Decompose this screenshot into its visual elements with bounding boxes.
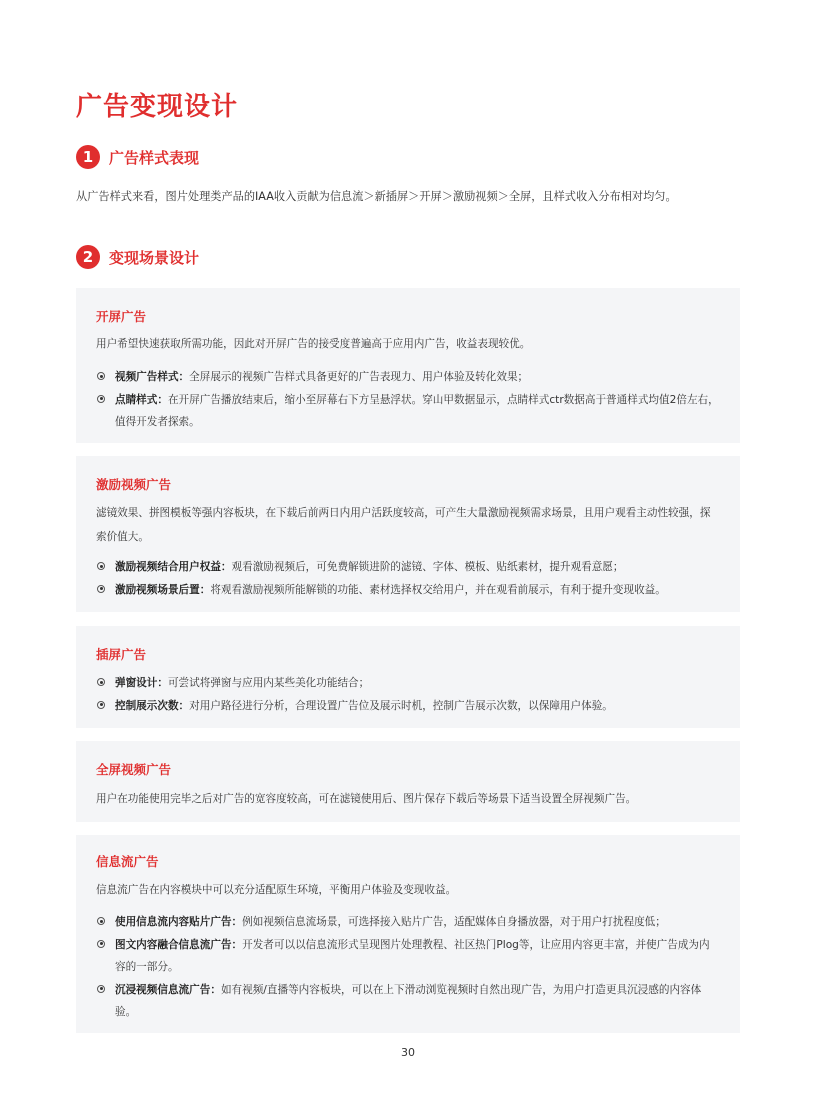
bullet-text: 可尝试将弹窗与应用内某些美化功能结合； xyxy=(167,677,370,689)
bullet-label: 点睛样式： xyxy=(115,393,168,406)
list-item xyxy=(96,979,720,1024)
bullet-text: 在开屏广告播放结束后，缩小至屏幕右下方呈悬浮状。穿山甲数据显示，点睛样式ctr数据高于普通样式均值2倍左右，值得开发者探索。 xyxy=(115,393,719,428)
page-title: 广告变现设计 xyxy=(76,92,239,122)
section-heading-style xyxy=(76,145,199,169)
list-item xyxy=(96,366,720,389)
bullet-text: 对用户路径进行分析，合理设置广告位及展示时机，控制广告展示次数，以保障用户体验。 xyxy=(189,699,613,712)
card-title: 全屏视频广告 xyxy=(96,762,172,777)
bullet-dot-icon xyxy=(97,940,105,948)
bullet-list xyxy=(96,556,720,601)
list-item xyxy=(96,579,720,602)
card-splash-ad xyxy=(76,288,740,443)
card-rewarded-video-ad xyxy=(76,456,740,612)
bullet-text: 如有视频/直播等内容板块，可以在上下滑动浏览视频时自然出现广告，为用户打造更具沉浸感的内容体验。 xyxy=(115,983,702,1018)
bullet-label: 激励视频场景后置： xyxy=(115,583,211,596)
bullet-dot-icon xyxy=(97,985,105,993)
section-title: 广告样式表现 xyxy=(109,148,200,167)
section-number-badge: 2 xyxy=(76,245,100,269)
bullet-dot-icon xyxy=(97,678,105,686)
section-title: 变现场景设计 xyxy=(109,248,200,267)
bullet-label: 图文内容融合信息流广告： xyxy=(115,938,243,951)
bullet-label: 沉浸视频信息流广告： xyxy=(115,983,221,996)
card-title: 激励视频广告 xyxy=(96,477,172,492)
bullet-dot-icon xyxy=(97,917,105,925)
list-item xyxy=(96,934,720,979)
card-interstitial-ad xyxy=(76,626,740,728)
bullet-label: 弹窗设计： xyxy=(115,677,168,689)
card-feed-ad xyxy=(76,835,740,1033)
bullet-dot-icon xyxy=(97,395,105,403)
page-number: 30 xyxy=(401,1046,415,1059)
list-item xyxy=(96,389,720,434)
bullet-list xyxy=(96,366,720,434)
bullet-text: 观看激励视频后，可免费解锁进阶的滤镜、字体、模板、贴纸素材，提升观看意愿； xyxy=(231,561,624,573)
card-description: 用户在功能使用完毕之后对广告的宽容度较高，可在滤镜使用后、图片保存下载后等场景下适当设置全屏视频广告。 xyxy=(96,793,637,805)
bullet-dot-icon xyxy=(97,562,105,570)
bullet-dot-icon xyxy=(97,372,105,380)
bullet-label: 控制展示次数： xyxy=(115,699,190,712)
bullet-list xyxy=(96,672,720,717)
list-item xyxy=(96,672,720,695)
bullet-label: 使用信息流内容贴片广告： xyxy=(115,916,243,928)
section-number-badge: 1 xyxy=(76,145,100,169)
section-heading-scene xyxy=(76,245,199,269)
bullet-dot-icon xyxy=(97,585,105,593)
bullet-label: 激励视频结合用户权益： xyxy=(115,561,232,573)
bullet-label: 视频广告样式： xyxy=(115,371,190,383)
bullet-list xyxy=(96,911,720,1024)
card-fullscreen-video-ad xyxy=(76,741,740,822)
list-item xyxy=(96,695,720,718)
list-item xyxy=(96,911,720,934)
bullet-text: 将观看激励视频所能解锁的功能、素材选择权交给用户，并在观看前展示，有利于提升变现收益。 xyxy=(210,583,666,596)
bullet-dot-icon xyxy=(97,701,105,709)
card-title: 开屏广告 xyxy=(96,309,147,324)
intro-paragraph: 从广告样式来看，图片处理类产品的IAA收入贡献为信息流＞新插屏＞开屏＞激励视频＞全屏，且样式收入分布相对均匀。 xyxy=(76,190,677,203)
bullet-text: 全屏展示的视频广告样式具备更好的广告表现力、用户体验及转化效果； xyxy=(189,371,529,383)
card-description: 用户希望快速获取所需功能，因此对开屏广告的接受度普遍高于应用内广告，收益表现较优。 xyxy=(96,338,531,350)
list-item xyxy=(96,556,720,579)
card-title: 插屏广告 xyxy=(96,647,147,662)
card-description: 滤镜效果、拼图模板等强内容板块，在下载后前两日内用户活跃度较高，可产生大量激励视频需求场景，且用户观看主动性较强，探索价值大。 xyxy=(96,507,711,543)
card-title: 信息流广告 xyxy=(96,854,159,869)
bullet-text: 例如视频信息流场景，可选择接入贴片广告，适配媒体自身播放器，对于用户打扰程度低； xyxy=(242,916,666,928)
bullet-text: 开发者可以以信息流形式呈现图片处理教程、社区热门Plog等，让应用内容更丰富，并使广告成为内容的一部分。 xyxy=(115,938,710,973)
card-description: 信息流广告在内容模块中可以充分适配原生环境，平衡用户体验及变现收益。 xyxy=(96,884,457,896)
